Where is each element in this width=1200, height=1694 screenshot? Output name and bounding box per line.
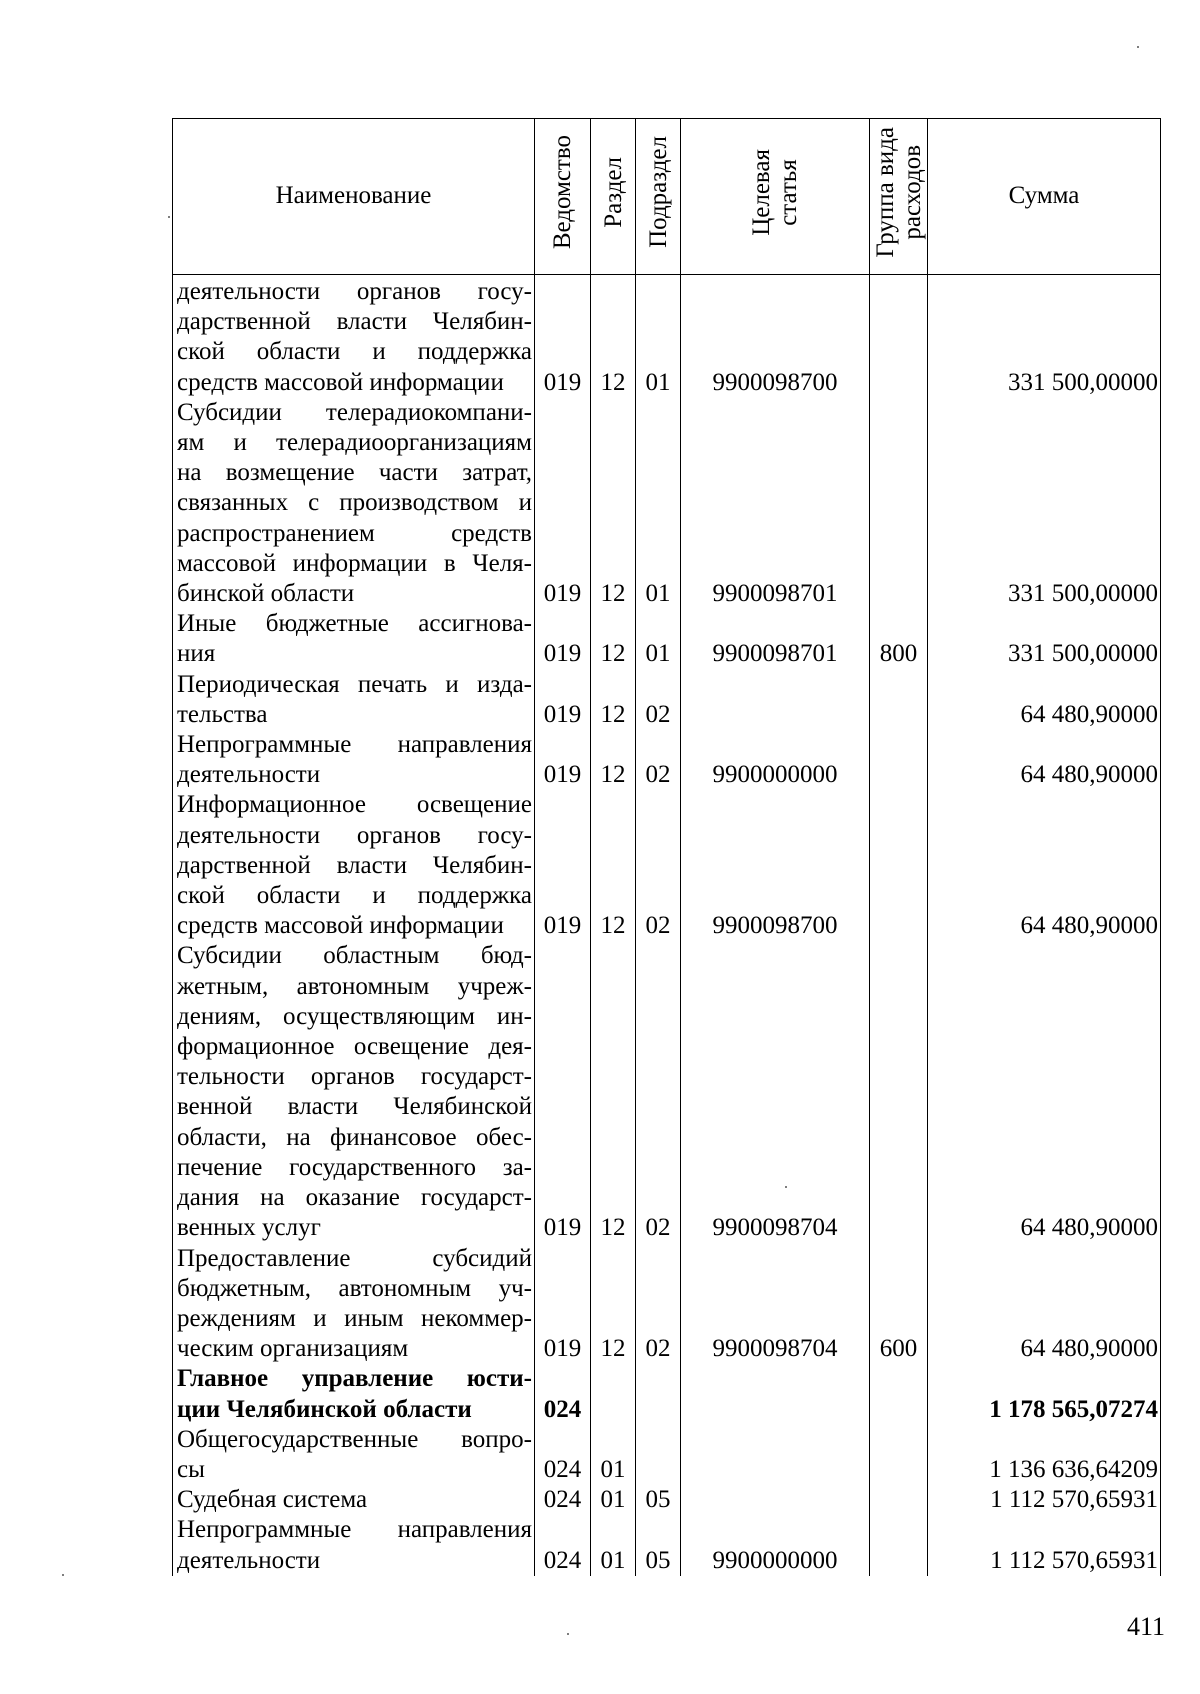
row-name-line: ния: [177, 640, 216, 668]
row-razdel-cell: 01: [591, 1425, 636, 1485]
row-name-line: дениям, осуществляющим ин-: [177, 1002, 532, 1030]
row-podrazdel-cell: [636, 1425, 681, 1485]
scan-speck: [1137, 46, 1139, 48]
row-gruppa-cell: [870, 275, 928, 398]
table-row: [173, 609, 1161, 669]
row-summa-cell: 64 480,90000: [928, 730, 1161, 790]
row-name-line: Общегосударственные вопро-: [177, 1425, 532, 1453]
row-name-line: бинской области: [177, 580, 355, 608]
row-celevaya-cell: [681, 1425, 870, 1485]
row-name-cell: [173, 398, 535, 609]
row-celevaya-cell: 9900000000: [681, 730, 870, 790]
row-name-line: венных услуг: [177, 1214, 321, 1242]
row-summa-cell: 331 500,00000: [928, 275, 1161, 398]
row-name-line: реждениям и иным некоммер-: [177, 1304, 532, 1332]
row-name-line: Главное управление юсти-: [177, 1365, 532, 1393]
row-summa-cell: 331 500,00000: [928, 609, 1161, 669]
row-vedomstvo-cell: 019: [535, 941, 591, 1243]
table-row: [173, 1425, 1161, 1485]
row-name-cell: [173, 941, 535, 1243]
row-summa-cell: 64 480,90000: [928, 790, 1161, 941]
table-row: [173, 1515, 1161, 1575]
table-row: [173, 1244, 1161, 1365]
row-celevaya-cell: 9900098700: [681, 275, 870, 398]
row-name-line: бюджетным, автономным уч-: [177, 1274, 532, 1302]
row-name-line: Непрограммные направления: [177, 1516, 532, 1544]
row-name-line: ям и телерадиоорганизациям: [177, 429, 532, 457]
table-row: [173, 730, 1161, 790]
row-gruppa-cell: 800: [870, 609, 928, 669]
table-body: [173, 275, 1161, 1576]
row-vedomstvo-cell: 019: [535, 398, 591, 609]
row-razdel-cell: [591, 1364, 636, 1424]
row-name-line: ческим организациям: [177, 1335, 409, 1363]
row-razdel-cell: 01: [591, 1485, 636, 1515]
row-vedomstvo-cell: 019: [535, 609, 591, 669]
row-name-line: Предоставление субсидий: [177, 1244, 532, 1272]
row-name-line: деятельности: [177, 761, 321, 789]
row-razdel-cell: 12: [591, 398, 636, 609]
row-name-line: деятельности органов госу-: [177, 278, 532, 305]
row-name-line: формационное освещение дея-: [177, 1033, 532, 1061]
row-summa-cell: 1 112 570,65931: [928, 1515, 1161, 1575]
header-razdel: Раздел: [591, 119, 636, 275]
row-vedomstvo-cell: 024: [535, 1425, 591, 1485]
row-name-line: Субсидии телерадиокомпани-: [177, 398, 532, 426]
row-name-cell: [173, 275, 535, 398]
row-gruppa-cell: 600: [870, 1244, 928, 1365]
row-gruppa-cell: [870, 670, 928, 730]
row-vedomstvo-cell: 019: [535, 1244, 591, 1365]
row-name-line: ской области и поддержка: [177, 882, 532, 910]
row-name-cell: [173, 1244, 535, 1365]
row-summa-cell: 1 136 636,64209: [928, 1425, 1161, 1485]
table-header: [173, 119, 1161, 275]
row-celevaya-cell: [681, 1364, 870, 1424]
row-name-line: дания на оказание государст-: [177, 1184, 532, 1212]
budget-table: [172, 118, 1161, 1576]
page-number: 411: [1127, 1612, 1166, 1641]
row-name-line: дарственной власти Челябин-: [177, 851, 532, 879]
row-name-line: средств массовой информации: [177, 912, 504, 940]
table-row: [173, 1485, 1161, 1515]
row-name-line: деятельности органов госу-: [177, 821, 532, 849]
row-vedomstvo-cell: 019: [535, 275, 591, 398]
row-razdel-cell: 12: [591, 790, 636, 941]
row-summa-cell: 64 480,90000: [928, 941, 1161, 1243]
row-summa-cell: 1 178 565,07274: [928, 1364, 1161, 1424]
table-row: [173, 670, 1161, 730]
row-name-cell: [173, 1515, 535, 1575]
row-gruppa-cell: [870, 1425, 928, 1485]
row-name-line: дарственной власти Челябин-: [177, 308, 532, 336]
row-podrazdel-cell: 02: [636, 730, 681, 790]
row-summa-cell: 64 480,90000: [928, 1244, 1161, 1365]
row-razdel-cell: 01: [591, 1515, 636, 1575]
row-gruppa-cell: [870, 730, 928, 790]
row-razdel-cell: 12: [591, 941, 636, 1243]
row-celevaya-cell: 9900098701: [681, 609, 870, 669]
row-name-line: области, на финансовое обес-: [177, 1123, 532, 1151]
row-podrazdel-cell: 02: [636, 670, 681, 730]
row-name-line: связанных с производством и: [177, 489, 532, 517]
table-row: [173, 790, 1161, 941]
row-name-line: тельства: [177, 700, 268, 728]
row-podrazdel-cell: 05: [636, 1485, 681, 1515]
row-name-cell: [173, 730, 535, 790]
row-razdel-cell: 12: [591, 609, 636, 669]
row-name-cell: [173, 609, 535, 669]
row-podrazdel-cell: 01: [636, 275, 681, 398]
row-name-line: печение государственного за-: [177, 1153, 532, 1181]
row-celevaya-cell: [681, 670, 870, 730]
row-vedomstvo-cell: 024: [535, 1485, 591, 1515]
row-name-line: тельности органов государст-: [177, 1063, 532, 1091]
row-name-line: Иные бюджетные ассигнова-: [177, 610, 532, 638]
row-gruppa-cell: [870, 941, 928, 1243]
header-vedomstvo: Ведомство: [535, 119, 591, 275]
row-podrazdel-cell: 05: [636, 1515, 681, 1575]
row-name-line: Информационное освещение: [177, 791, 532, 819]
row-gruppa-cell: [870, 790, 928, 941]
row-name-line: Судебная система: [177, 1486, 368, 1514]
table-row: [173, 1364, 1161, 1424]
row-vedomstvo-cell: 019: [535, 730, 591, 790]
row-podrazdel-cell: 01: [636, 398, 681, 609]
row-celevaya-cell: 9900098700: [681, 790, 870, 941]
scan-speck: [785, 1186, 787, 1188]
row-gruppa-cell: [870, 1364, 928, 1424]
scan-speck: [62, 1574, 64, 1576]
table-row: [173, 941, 1161, 1243]
row-name-line: Субсидии областным бюд-: [177, 942, 532, 970]
header-summa: Сумма: [928, 119, 1161, 275]
row-name-line: Периодическая печать и изда-: [177, 670, 532, 698]
row-name-line: ции Челябинской области: [177, 1395, 472, 1423]
row-name-line: средств массовой информации: [177, 368, 504, 396]
row-celevaya-cell: 9900098704: [681, 1244, 870, 1365]
header-celevaya: Целевая статья: [681, 119, 870, 275]
row-vedomstvo-cell: 019: [535, 670, 591, 730]
row-celevaya-cell: 9900098704: [681, 941, 870, 1243]
row-celevaya-cell: 9900000000: [681, 1515, 870, 1575]
row-summa-cell: 1 112 570,65931: [928, 1485, 1161, 1515]
row-razdel-cell: 12: [591, 730, 636, 790]
row-podrazdel-cell: 02: [636, 1244, 681, 1365]
row-gruppa-cell: [870, 1485, 928, 1515]
row-name-cell: [173, 1425, 535, 1485]
row-summa-cell: 331 500,00000: [928, 398, 1161, 609]
row-celevaya-cell: 9900098701: [681, 398, 870, 609]
row-gruppa-cell: [870, 398, 928, 609]
row-vedomstvo-cell: 024: [535, 1515, 591, 1575]
row-name-line: Непрограммные направления: [177, 731, 532, 759]
row-vedomstvo-cell: 019: [535, 790, 591, 941]
header-podrazdel: Подраздел: [636, 119, 681, 275]
row-name-cell: [173, 1485, 535, 1515]
scan-speck: [168, 216, 170, 218]
table-row: [173, 275, 1161, 398]
row-gruppa-cell: [870, 1515, 928, 1575]
row-name-line: распространением средств: [177, 519, 532, 547]
row-name-line: деятельности: [177, 1546, 321, 1574]
row-vedomstvo-cell: 024: [535, 1364, 591, 1424]
row-podrazdel-cell: 01: [636, 609, 681, 669]
row-name-line: венной власти Челябинской: [177, 1093, 532, 1121]
row-razdel-cell: 12: [591, 1244, 636, 1365]
row-name-line: сы: [177, 1455, 205, 1483]
row-name-cell: [173, 790, 535, 941]
row-summa-cell: 64 480,90000: [928, 670, 1161, 730]
row-podrazdel-cell: [636, 1364, 681, 1424]
row-podrazdel-cell: 02: [636, 941, 681, 1243]
row-razdel-cell: 12: [591, 275, 636, 398]
row-podrazdel-cell: 02: [636, 790, 681, 941]
row-name-cell: [173, 1364, 535, 1424]
row-name-line: жетным, автономным учреж-: [177, 972, 532, 1000]
table-row: [173, 398, 1161, 609]
row-name-cell: [173, 670, 535, 730]
scan-speck: [567, 1633, 569, 1635]
row-name-line: массовой информации в Челя-: [177, 549, 532, 577]
header-name: Наименование: [173, 119, 535, 275]
header-gruppa: Группа вида расходов: [870, 119, 928, 275]
row-name-line: ской области и поддержка: [177, 338, 532, 366]
row-name-line: на возмещение части затрат,: [177, 459, 532, 487]
row-razdel-cell: 12: [591, 670, 636, 730]
row-celevaya-cell: [681, 1485, 870, 1515]
